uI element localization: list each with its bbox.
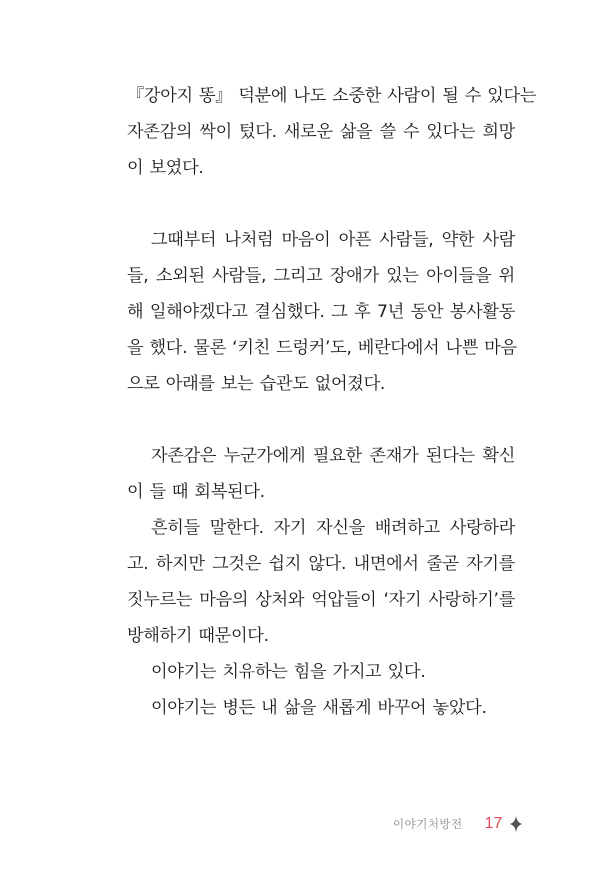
running-title: 이야기처방전 — [393, 817, 463, 831]
paragraph-gap — [127, 402, 515, 438]
paragraph — [127, 78, 537, 186]
text-line: 자존감은 누군가에게 필요한 존재가 된다는 확신 — [151, 446, 515, 466]
text-line: 이 보였다. — [127, 158, 204, 178]
text-line: 자존감의 싹이 텄다. 새로운 삶을 쓸 수 있다는 희망 — [127, 122, 515, 142]
paragraph — [127, 690, 515, 726]
text-line: 해 일해야겠다고 결심했다. 그 후 7년 동안 봉사활동 — [127, 302, 515, 322]
text-line: 『강아지 똥』 덕분에 나도 소중한 사람이 될 수 있다는 — [127, 86, 537, 106]
paragraph — [127, 222, 515, 402]
text-line: 방해하기 때문이다. — [127, 626, 269, 646]
page-footer — [393, 813, 522, 835]
text-line: 그때부터 나처럼 마음이 아픈 사람들, 약한 사람 — [151, 230, 515, 250]
text-line: 이 들 때 회복된다. — [127, 482, 265, 502]
text-line: 이야기는 병든 내 삶을 새롭게 바꾸어 놓았다. — [151, 698, 487, 718]
diamond-star-icon — [510, 816, 522, 832]
text-line: 으로 아래를 보는 습관도 없어졌다. — [127, 374, 386, 394]
paragraph — [127, 438, 515, 510]
text-line: 흔히들 말한다. 자기 자신을 배려하고 사랑하라 — [151, 518, 515, 538]
paragraph — [127, 510, 515, 654]
text-line: 짓누르는 마음의 상처와 억압들이 ‘자기 사랑하기’를 — [127, 590, 515, 610]
text-line: 고. 하지만 그것은 쉽지 않다. 내면에서 줄곧 자기를 — [127, 554, 515, 574]
text-line: 들, 소외된 사람들, 그리고 장애가 있는 아이들을 위 — [127, 266, 515, 286]
paragraph — [127, 654, 515, 690]
text-line: 을 했다. 물론 ‘키친 드렁커’도, 베란다에서 나쁜 마음 — [127, 338, 517, 358]
page-number: 17 — [484, 815, 503, 832]
paragraph-gap — [127, 186, 515, 222]
body-text — [127, 78, 537, 726]
text-line: 이야기는 치유하는 힘을 가지고 있다. — [151, 662, 426, 682]
